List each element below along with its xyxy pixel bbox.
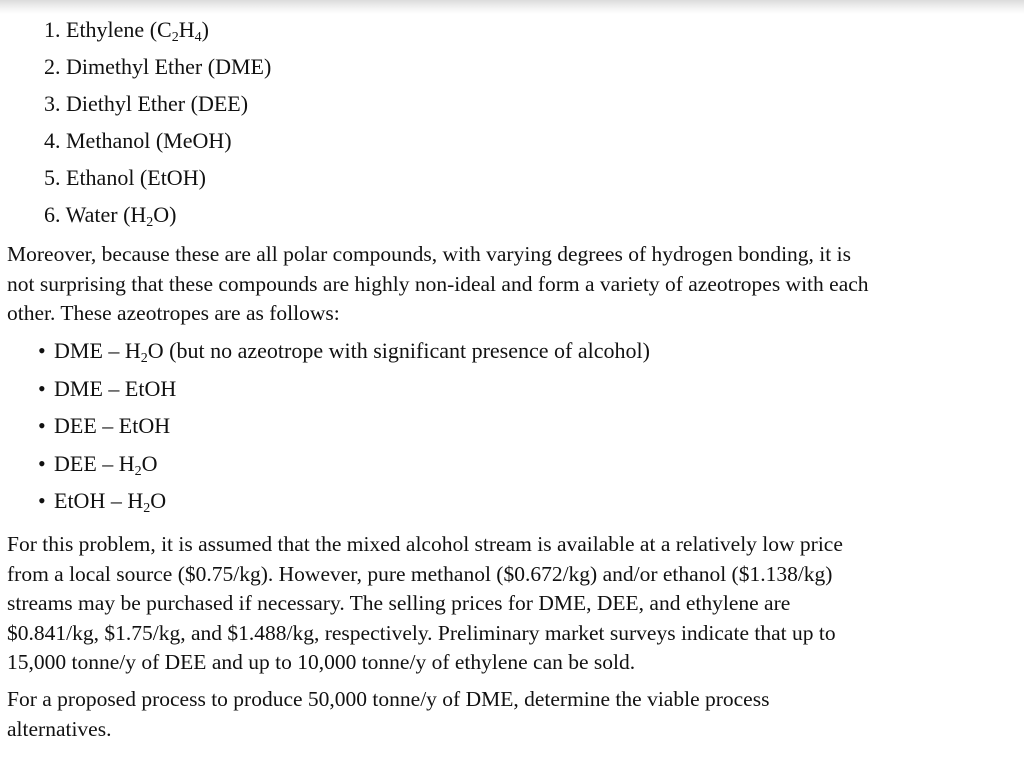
pricing-line: $0.841/kg, $1.75/kg, and $1.488/kg, respectively. Preliminary market surveys indicate that up to [7,620,836,645]
compound-item-water: 6. Water $(H_2O)$ [44,202,177,230]
pricing-line: from a local source ($0.75/kg). However, pure methanol ($0.672/kg) and/or ethanol ($1.138/kg) [7,561,833,586]
bullet-icon: • [38,488,46,513]
azeotrope-item-dee-etoh: • DEE – EtOH [38,410,650,448]
compound-item-dee: 3. Diethyl Ether (DEE) [44,91,249,116]
compound-item-ethylene: 1. Ethylene $(C_2H_4)$ [44,17,209,45]
pricing-line: 15,000 tonne/y of DEE and up to 10,000 tonne/y of ethylene can be sold. [7,650,636,674]
compound-list [44,14,271,236]
azeotrope-item-dee-water: • DEE – $H_2O$ [38,448,650,486]
intro-line: not surprising that these compounds are highly non-ideal and form a variety of azeotropes with each [7,271,869,296]
compound-item-ethanol: 5. Ethanol (EtOH) [44,165,206,190]
bullet-icon: • [38,450,46,476]
task-line: alternatives. [7,716,112,741]
task-paragraph [7,685,1019,744]
pricing-line: For this problem, it is assumed that the mixed alcohol stream is available at a relatively low price [7,532,843,556]
bullet-icon: • [38,375,46,401]
compound-item-dme: 2. Dimethyl Ether (DME) [44,54,272,79]
azeotrope-list [38,335,650,523]
intro-line: other. These azeotropes are as follows: [7,301,340,325]
pricing-paragraph [7,530,1019,678]
intro-paragraph [7,240,1019,329]
azeotrope-item-dme-water: • DME – $H_2O$ (but no azeotrope with significant presence of alcohol) [38,335,650,373]
task-line: For a proposed process to produce 50,000 tonne/y of DME, determine the viable process [7,687,770,711]
intro-line: Moreover, because these are all polar compounds, with varying degrees of hydrogen bonding, it is [7,242,851,266]
azeotrope-item-etoh-water: • EtOH – $H_2O$ [38,485,650,523]
bullet-icon: • [38,338,46,363]
bullet-icon: • [38,413,46,438]
pricing-line: streams may be purchased if necessary. The selling prices for DME, DEE, and ethylene are [7,591,791,615]
compound-item-methanol: 4. Methanol (MeOH) [44,128,232,153]
azeotrope-item-dme-etoh: • DME – EtOH [38,373,650,411]
